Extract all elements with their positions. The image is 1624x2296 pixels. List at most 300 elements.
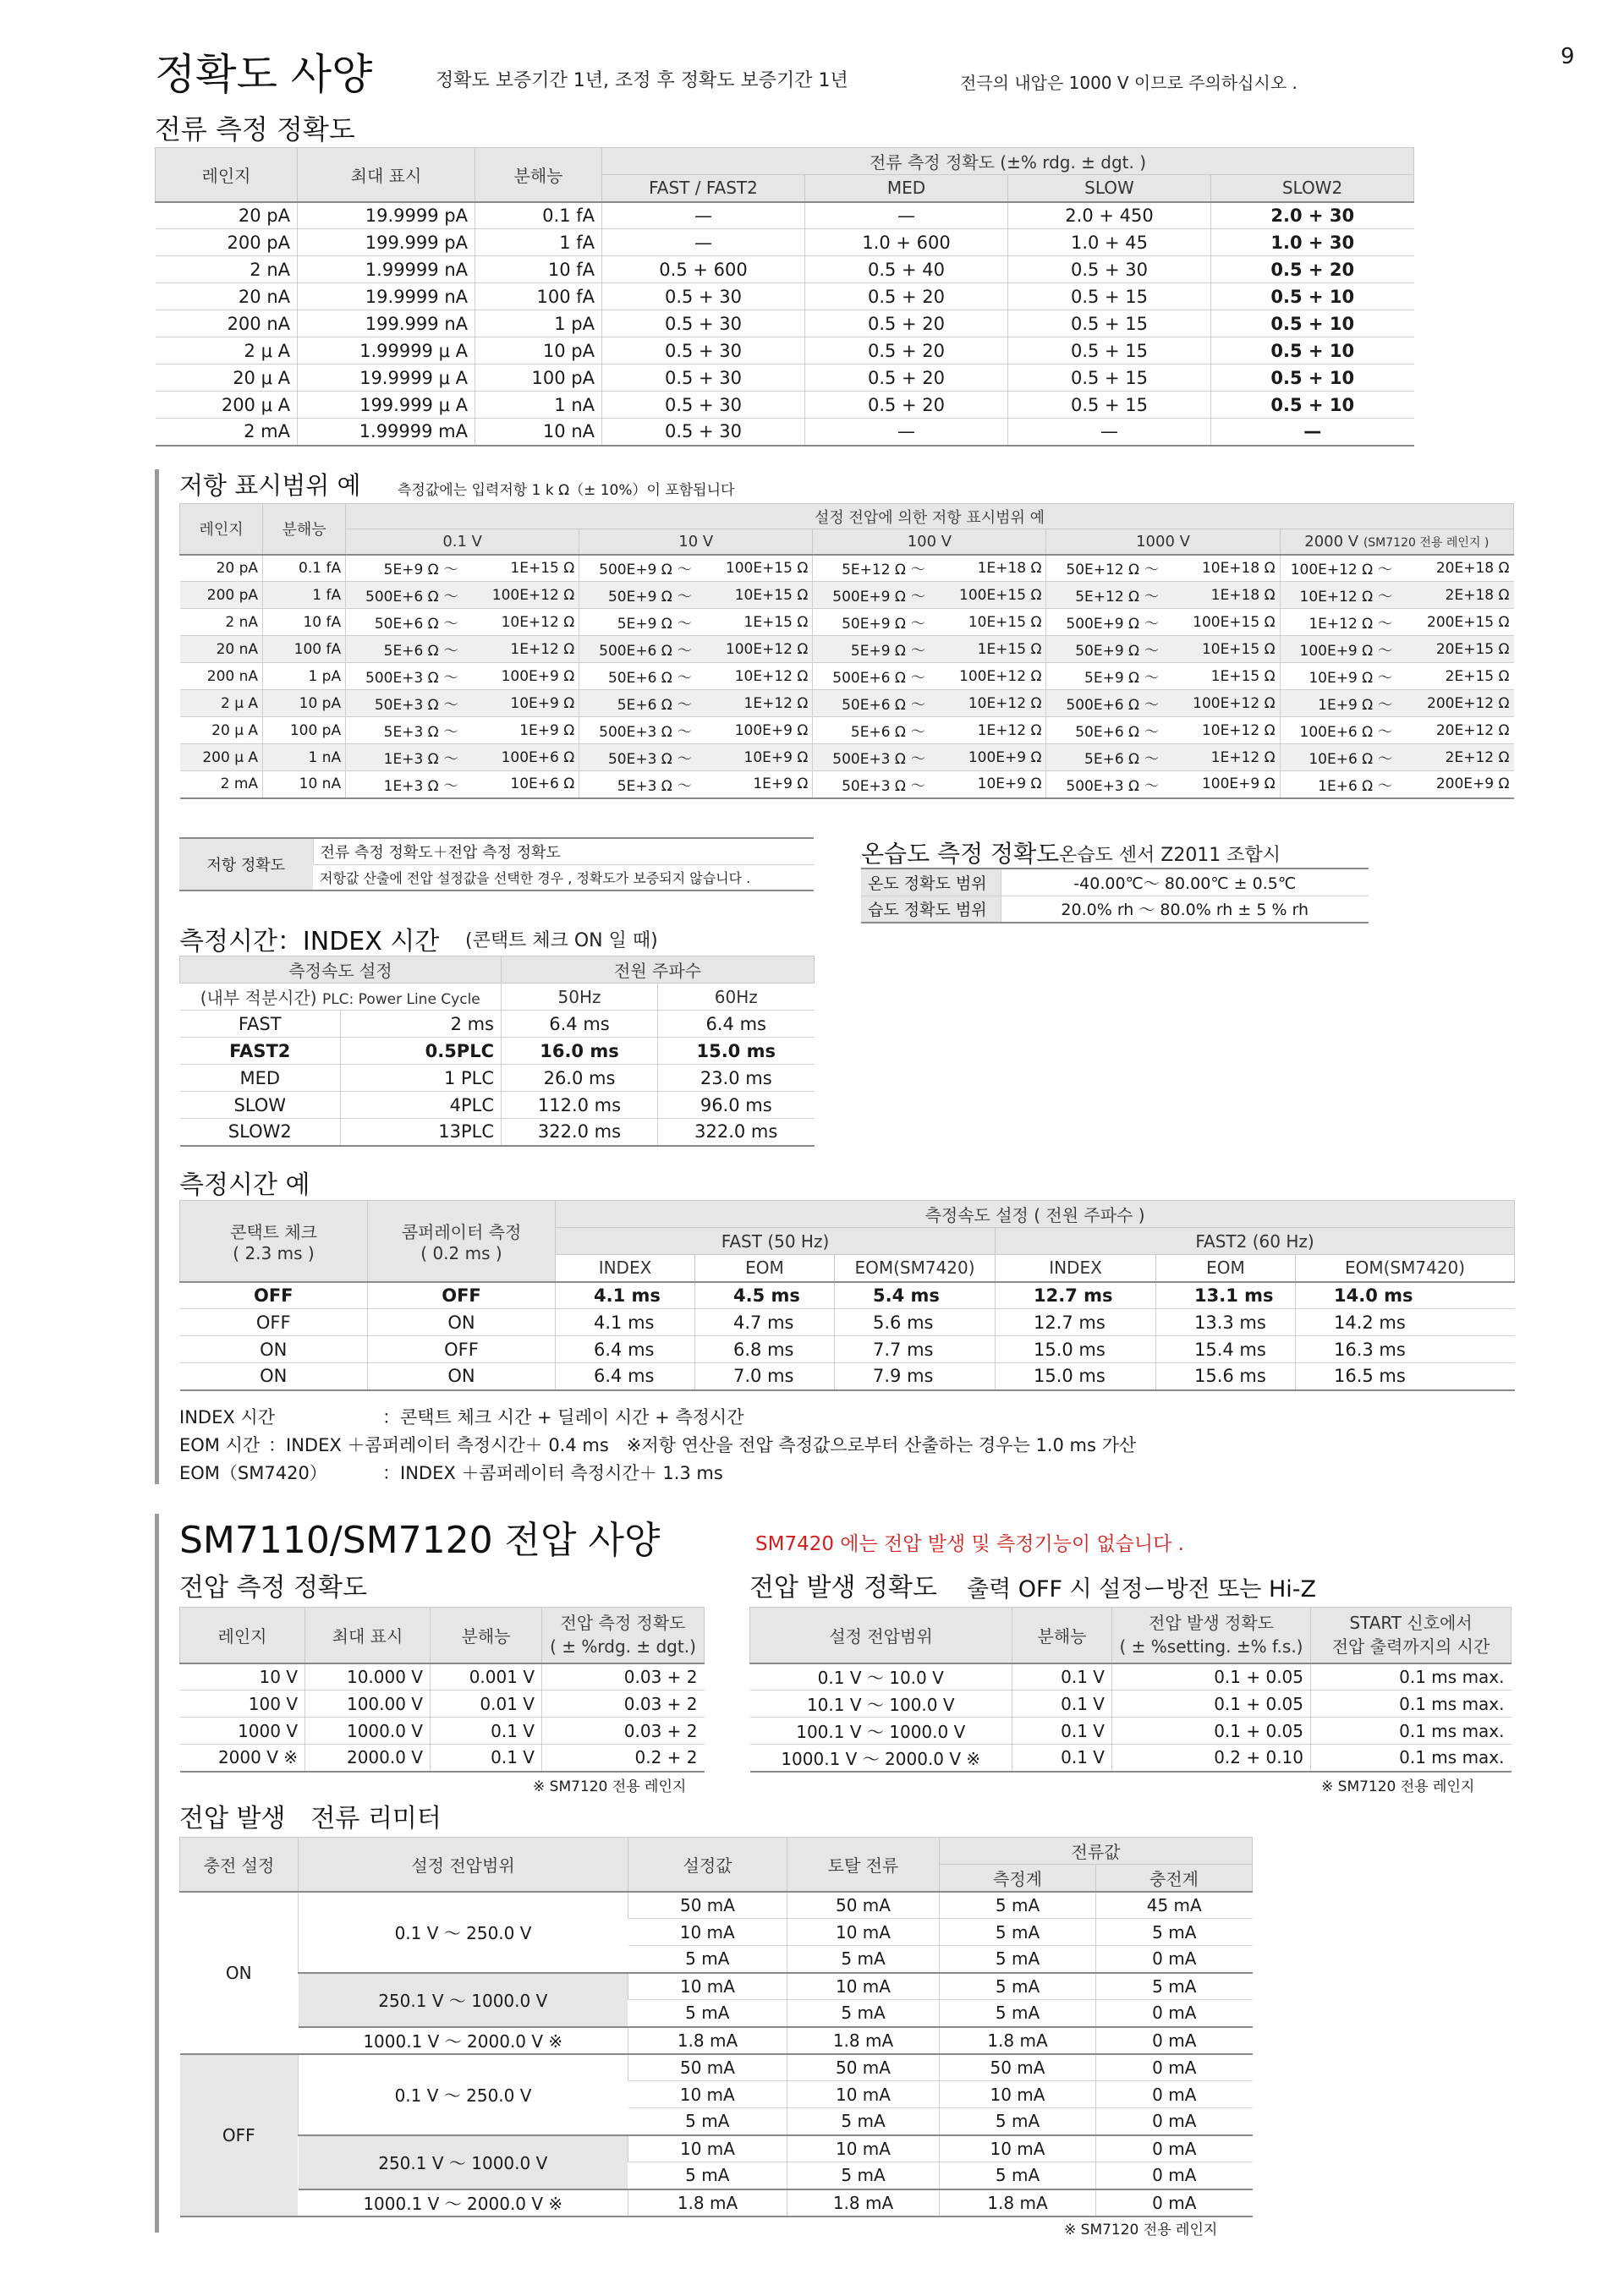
- header-resolution: 분해능: [431, 1608, 542, 1663]
- range-low: 5E+3 Ω: [383, 724, 439, 741]
- range-low: 50E+9 Ω: [1075, 643, 1140, 660]
- time-note: [179, 1460, 1136, 1488]
- table-cell: 1.0 + 45: [1008, 229, 1211, 256]
- table-cell: 20.0% rh ～ 80.0% rh ± 5 % rh: [1001, 896, 1369, 923]
- table-cell: 0 mA: [1096, 1946, 1253, 1973]
- table-row: [156, 229, 1414, 256]
- table-cell: 322.0 ms: [502, 1119, 658, 1146]
- table-cell: 1E+15 Ω: [463, 555, 579, 582]
- header-slow: SLOW: [1008, 175, 1211, 202]
- table-cell: 200 pA: [180, 582, 263, 609]
- table-cell: 322.0 ms: [658, 1119, 815, 1146]
- table-cell: 0.5 + 20: [805, 283, 1008, 310]
- current-accuracy-title: 전류 측정 정확도: [155, 113, 355, 145]
- table-cell: 0.5 + 20: [1211, 256, 1414, 283]
- table-cell: 100 pA: [263, 717, 346, 744]
- header-100v: 100 V: [813, 529, 1046, 555]
- tilde: ～: [677, 777, 692, 795]
- table-cell: 1E+12 Ω: [930, 717, 1046, 744]
- header-fast2-60hz: FAST2 (60 Hz): [996, 1228, 1515, 1255]
- tilde: ～: [1378, 777, 1393, 795]
- tilde: ～: [910, 751, 925, 768]
- tilde: ～: [677, 751, 692, 768]
- range-low: 5E+6 Ω: [617, 697, 672, 714]
- tilde: ～: [1144, 670, 1160, 687]
- table-cell: [579, 663, 696, 690]
- table-cell: 5 mA: [940, 2000, 1096, 2027]
- range-low: 500E+6 Ω: [1066, 697, 1140, 714]
- header-speed-setting: 측정속도 설정: [180, 956, 502, 984]
- table-cell: [813, 744, 930, 771]
- table-cell: 13.3 ms: [1156, 1309, 1296, 1336]
- table-cell: ON: [368, 1309, 556, 1336]
- range-low: 500E+6 Ω: [365, 589, 439, 606]
- header-voltage-range: 설정 전압범위: [299, 1838, 628, 1892]
- table-cell: [346, 690, 463, 717]
- table-cell: 200 nA: [180, 663, 263, 690]
- table-cell: 0 mA: [1096, 2108, 1253, 2135]
- charge-setting: ON: [180, 1892, 299, 2054]
- range-low: 500E+9 Ω: [832, 589, 906, 606]
- table-cell: 20E+15 Ω: [1396, 636, 1513, 663]
- voltage-range: 250.1 V ～ 1000.0 V: [299, 1973, 628, 2027]
- table-cell: 0.1 + 0.05: [1112, 1663, 1311, 1690]
- table-cell: 0.03 + 2: [542, 1718, 705, 1745]
- tilde: ～: [910, 724, 925, 741]
- table-cell: 0.5 + 15: [1008, 392, 1211, 419]
- range-low: 100E+12 Ω: [1290, 562, 1374, 579]
- table-cell: 5 mA: [787, 2000, 940, 2027]
- table-cell: 100E+12 Ω: [1163, 690, 1280, 717]
- table-cell: 4.1 ms: [556, 1282, 695, 1309]
- range-low: 10E+6 Ω: [1309, 751, 1374, 768]
- range-low: 10E+9 Ω: [1309, 670, 1374, 687]
- table-cell: 10E+18 Ω: [1163, 555, 1280, 582]
- table-cell: 15.4 ms: [1156, 1336, 1296, 1363]
- table-cell: [1280, 744, 1396, 771]
- voltage-range: 1000.1 V ～ 2000.0 V ※: [299, 2189, 628, 2217]
- table-cell: 10E+12 Ω: [696, 663, 813, 690]
- table-cell: 200E+9 Ω: [1396, 771, 1513, 798]
- section-bar-2: [155, 1514, 159, 2233]
- header-current-value: 전류값: [940, 1838, 1253, 1865]
- table-cell: 14.0 ms: [1296, 1282, 1515, 1309]
- table-row: [861, 869, 1369, 896]
- table-cell: 199.999 nA: [298, 310, 475, 337]
- table-row: [180, 609, 1514, 636]
- table-cell: 10E+9 Ω: [930, 771, 1046, 798]
- header-power-frequency: 전원 주파수: [502, 956, 815, 984]
- table-cell: SLOW2: [180, 1119, 341, 1146]
- table-cell: 0.03 + 2: [542, 1690, 705, 1718]
- table-cell: —: [805, 202, 1008, 229]
- table-cell: 6.4 ms: [502, 1011, 658, 1038]
- voltage-range: 1000.1 V ～ 2000.0 V ※: [299, 2027, 628, 2054]
- range-low: 5E+6 Ω: [1084, 751, 1140, 768]
- table-cell: 10 nA: [263, 771, 346, 798]
- charge-setting: OFF: [180, 2054, 299, 2217]
- table-cell: 0.03 + 2: [542, 1663, 705, 1690]
- table-cell: 100.1 V ～ 1000.0 V: [750, 1718, 1012, 1745]
- table-row: [180, 2054, 1253, 2081]
- table-cell: 0.1 V: [1012, 1745, 1112, 1772]
- voltage-accuracy-table: [179, 1607, 705, 1773]
- table-cell: [1280, 690, 1396, 717]
- table-cell: 0.5 + 15: [1008, 364, 1211, 392]
- table-cell: 0.5 + 15: [1008, 283, 1211, 310]
- table-cell: 1 nA: [263, 744, 346, 771]
- table-cell: [346, 771, 463, 798]
- page-subtitle: 정확도 보증기간 1년, 조정 후 정확도 보증기간 1년: [436, 70, 848, 91]
- tilde: ～: [443, 697, 458, 714]
- table-cell: 0 mA: [1096, 2081, 1253, 2108]
- table-cell: 1000 V: [180, 1718, 305, 1745]
- table-cell: 200 pA: [156, 229, 298, 256]
- header-speed-setting: 측정속도 설정 ( 전원 주파수 ): [556, 1201, 1515, 1228]
- table-cell: [579, 744, 696, 771]
- resistance-range-title: 저항 표시범위 예: [179, 471, 361, 500]
- table-row: [180, 636, 1514, 663]
- table-cell: 1.99999 nA: [298, 256, 475, 283]
- table-cell: 0.1 ms max.: [1311, 1663, 1512, 1690]
- table-cell: 10E+9 Ω: [696, 744, 813, 771]
- table-cell: 1.8 mA: [787, 2189, 940, 2217]
- table-cell: 199.999 μ A: [298, 392, 475, 419]
- table-cell: —: [602, 202, 805, 229]
- table-cell: 10 pA: [263, 690, 346, 717]
- table-cell: 7.9 ms: [835, 1363, 996, 1390]
- table-cell: 1.8 mA: [787, 2027, 940, 2054]
- tilde: ～: [910, 643, 925, 660]
- table-cell: 0.5 + 20: [805, 337, 1008, 364]
- header-index-2: INDEX: [996, 1255, 1156, 1282]
- table-cell: 50 mA: [940, 2054, 1096, 2081]
- table-cell: 1 nA: [475, 392, 602, 419]
- header-range: 레인지: [180, 1608, 305, 1663]
- tilde: ～: [677, 670, 692, 687]
- table-cell: 19.9999 nA: [298, 283, 475, 310]
- table-cell: 13PLC: [341, 1119, 502, 1146]
- table-row: [180, 1336, 1515, 1363]
- voltage-range: 250.1 V ～ 1000.0 V: [299, 2135, 628, 2189]
- tilde: ～: [443, 777, 458, 795]
- table-cell: 10 V: [180, 1663, 305, 1690]
- table-cell: 5 mA: [940, 1919, 1096, 1946]
- table-cell: 온도 정확도 범위: [861, 869, 1001, 896]
- table-cell: 2E+18 Ω: [1396, 582, 1513, 609]
- table-cell: 10E+6 Ω: [463, 771, 579, 798]
- table-cell: [813, 663, 930, 690]
- tilde: ～: [1378, 670, 1393, 687]
- header-voltage-accuracy: 전압 측정 정확도 ( ± %rdg. ± dgt.): [542, 1608, 705, 1663]
- time-example-notes: [179, 1404, 1136, 1488]
- table-row: [156, 392, 1414, 419]
- table-cell: 10E+12 Ω: [463, 609, 579, 636]
- table-cell: 0.5 + 30: [602, 337, 805, 364]
- tilde: ～: [1144, 589, 1160, 606]
- table-cell: 100E+6 Ω: [463, 744, 579, 771]
- table-cell: 5 mA: [940, 1973, 1096, 2000]
- range-low: 10E+12 Ω: [1299, 589, 1374, 606]
- note-term: INDEX 시간: [179, 1407, 275, 1427]
- table-row: [180, 1892, 1253, 1919]
- table-cell: [579, 690, 696, 717]
- table-cell: 0 mA: [1096, 2135, 1253, 2162]
- table-row: [180, 1119, 815, 1146]
- table-cell: 0.5 + 30: [602, 283, 805, 310]
- table-row: [180, 1065, 815, 1092]
- table-cell: FAST2: [180, 1038, 341, 1065]
- header-1000v: 1000 V: [1046, 529, 1280, 555]
- table-cell: 4.1 ms: [556, 1309, 695, 1336]
- table-cell: [579, 582, 696, 609]
- table-cell: 0.5 + 30: [602, 419, 805, 446]
- table-cell: 10.000 V: [305, 1663, 431, 1690]
- range-low: 50E+6 Ω: [842, 697, 906, 714]
- header-resolution: 분해능: [1012, 1608, 1112, 1663]
- resistance-range-note: 측정값에는 입력저항 1 k Ω（± 10%）이 포함됩니다: [398, 482, 735, 499]
- resistance-range-table: [179, 503, 1514, 799]
- range-low: 5E+12 Ω: [842, 562, 906, 579]
- table-cell: [346, 582, 463, 609]
- table-row: [180, 1973, 1253, 2000]
- header-integration-time: (내부 적분시간) PLC: Power Line Cycle: [180, 984, 502, 1011]
- table-cell: [346, 663, 463, 690]
- tilde: ～: [443, 670, 458, 687]
- table-cell: [579, 771, 696, 798]
- header-index: INDEX: [556, 1255, 695, 1282]
- table-row: [180, 1282, 1515, 1309]
- table-cell: OFF: [368, 1282, 556, 1309]
- header-resolution: 분해능: [263, 504, 346, 555]
- table-cell: 100 V: [180, 1690, 305, 1718]
- voltage-generation-footnote: ※ SM7120 전용 레인지: [1321, 1778, 1475, 1795]
- table-cell: 2 ms: [341, 1011, 502, 1038]
- header-10v: 10 V: [579, 529, 813, 555]
- table-cell: ON: [368, 1363, 556, 1390]
- header-max-display: 최대 표시: [298, 148, 475, 202]
- tilde: ～: [1144, 697, 1160, 714]
- table-cell: 1000.0 V: [305, 1718, 431, 1745]
- table-row: [750, 1718, 1512, 1745]
- voltage-generation-subtitle: 출력 OFF 시 설정ー방전 또는 Hi-Z: [967, 1576, 1317, 1603]
- range-low: 5E+9 Ω: [383, 562, 439, 579]
- table-cell: 200E+15 Ω: [1396, 609, 1513, 636]
- tilde: ～: [1378, 616, 1393, 633]
- table-cell: 20 μ A: [180, 717, 263, 744]
- table-cell: 5 mA: [940, 2162, 1096, 2189]
- tilde: ～: [1144, 724, 1160, 741]
- table-cell: 50 mA: [787, 1892, 940, 1919]
- table-cell: 10E+12 Ω: [930, 690, 1046, 717]
- table-cell: 15.0 ms: [996, 1336, 1156, 1363]
- table-cell: 100E+12 Ω: [696, 636, 813, 663]
- range-low: 50E+12 Ω: [1066, 562, 1140, 579]
- table-cell: MED: [180, 1065, 341, 1092]
- range-low: 50E+6 Ω: [374, 616, 439, 633]
- table-cell: 200 μ A: [156, 392, 298, 419]
- table-cell: 23.0 ms: [658, 1065, 815, 1092]
- table-cell: [579, 717, 696, 744]
- range-low: 500E+9 Ω: [1066, 616, 1140, 633]
- range-low: 500E+6 Ω: [599, 643, 672, 660]
- table-cell: 1E+9 Ω: [696, 771, 813, 798]
- table-cell: 5 mA: [1096, 1973, 1253, 2000]
- table-cell: [813, 717, 930, 744]
- table-cell: 10E+15 Ω: [696, 582, 813, 609]
- table-row: [156, 256, 1414, 283]
- table-cell: 10 mA: [940, 2135, 1096, 2162]
- range-low: 500E+6 Ω: [832, 670, 906, 687]
- current-limiter-footnote: ※ SM7120 전용 레인지: [1064, 2222, 1218, 2238]
- table-cell: 100E+9 Ω: [930, 744, 1046, 771]
- header-setting-value: 설정값: [628, 1838, 787, 1892]
- index-time-table: [179, 956, 815, 1147]
- table-cell: 0.5 + 20: [805, 310, 1008, 337]
- table-cell: 20 nA: [180, 636, 263, 663]
- header-fast-50hz: FAST (50 Hz): [556, 1228, 996, 1255]
- table-cell: 1E+12 Ω: [463, 636, 579, 663]
- table-cell: 200E+12 Ω: [1396, 690, 1513, 717]
- tilde: ～: [443, 751, 458, 768]
- table-row: [180, 690, 1514, 717]
- table-cell: 20 pA: [180, 555, 263, 582]
- table-cell: [579, 609, 696, 636]
- table-cell: 1 PLC: [341, 1065, 502, 1092]
- table-cell: 15.0 ms: [996, 1363, 1156, 1390]
- header-50hz: 50Hz: [502, 984, 658, 1011]
- table-cell: 0.1 fA: [263, 555, 346, 582]
- table-row: [750, 1690, 1512, 1718]
- note-definition: ：INDEX ＋콤퍼레이터 측정시간＋ 0.4 ms ※저항 연산을 전압 측정값으로부터 산출하는 경우는 1.0 ms 가산: [268, 1435, 1137, 1455]
- table-cell: 7.0 ms: [695, 1363, 835, 1390]
- table-row: [180, 1092, 815, 1119]
- table-cell: 0.1 ms max.: [1311, 1718, 1512, 1745]
- table-cell: [813, 609, 930, 636]
- tilde: ～: [1378, 697, 1393, 714]
- tilde: ～: [910, 697, 925, 714]
- tilde: ～: [677, 697, 692, 714]
- note-term: EOM（SM7420）: [179, 1463, 327, 1483]
- table-cell: [1046, 555, 1163, 582]
- table-cell: [1280, 609, 1396, 636]
- table-cell: 0.5 + 20: [805, 392, 1008, 419]
- table-cell: 10 mA: [628, 1973, 787, 2000]
- table-row: [180, 1038, 815, 1065]
- table-cell: 10 mA: [628, 2081, 787, 2108]
- tilde: ～: [677, 589, 692, 606]
- tilde: ～: [443, 589, 458, 606]
- voltage-range: 0.1 V ～ 250.0 V: [299, 2054, 628, 2135]
- table-row: [156, 202, 1414, 229]
- resistance-accuracy-table: [179, 837, 814, 891]
- table-cell: 0.1 V: [1012, 1690, 1112, 1718]
- table-cell: 1.8 mA: [940, 2027, 1096, 2054]
- table-cell: [579, 555, 696, 582]
- tilde: ～: [1378, 589, 1393, 606]
- table-cell: 1E+15 Ω: [930, 636, 1046, 663]
- voltage-spec-warning: SM7420 에는 전압 발생 및 측정기능이 없습니다 .: [755, 1533, 1184, 1555]
- range-low: 5E+9 Ω: [1084, 670, 1140, 687]
- table-cell: 10 nA: [475, 419, 602, 446]
- table-cell: 112.0 ms: [502, 1092, 658, 1119]
- range-low: 500E+9 Ω: [599, 562, 672, 579]
- table-cell: 1.99999 μ A: [298, 337, 475, 364]
- header-max-display: 최대 표시: [305, 1608, 431, 1663]
- table-cell: 10 mA: [787, 2081, 940, 2108]
- time-example-title: 측정시간 예: [179, 1170, 310, 1200]
- header-resolution: 분해능: [475, 148, 602, 202]
- table-cell: 100 fA: [263, 636, 346, 663]
- table-cell: 50 mA: [628, 1892, 787, 1919]
- table-cell: 5 mA: [628, 2162, 787, 2189]
- tilde: ～: [443, 724, 458, 741]
- table-cell: 10 mA: [628, 1919, 787, 1946]
- table-row: [750, 1745, 1512, 1772]
- table-cell: 0.1 ms max.: [1311, 1745, 1512, 1772]
- table-cell: OFF: [180, 1282, 368, 1309]
- table-cell: [1280, 717, 1396, 744]
- tilde: ～: [443, 643, 458, 660]
- table-cell: 2.0 + 450: [1008, 202, 1211, 229]
- table-cell: 100 pA: [475, 364, 602, 392]
- voltage-generation-title: 전압 발생 정확도: [749, 1573, 937, 1603]
- table-cell: 10.1 V ～ 100.0 V: [750, 1690, 1012, 1718]
- table-cell: 2 nA: [180, 609, 263, 636]
- table-cell: 0.2 + 2: [542, 1745, 705, 1772]
- temp-humidity-table: [861, 868, 1369, 923]
- header-med: MED: [805, 175, 1008, 202]
- table-cell: 0.5 + 30: [602, 392, 805, 419]
- table-cell: 2 nA: [156, 256, 298, 283]
- resistance-accuracy-label: 저항 정확도: [179, 838, 313, 890]
- tilde: ～: [1144, 643, 1160, 660]
- table-cell: —: [1211, 419, 1414, 446]
- table-cell: 0.5 + 600: [602, 256, 805, 283]
- tilde: ～: [910, 616, 925, 633]
- table-cell: 0.1 V ～ 10.0 V: [750, 1663, 1012, 1690]
- table-cell: 19.9999 μ A: [298, 364, 475, 392]
- table-cell: 0.5 + 10: [1211, 283, 1414, 310]
- header-charge-setting: 충전 설정: [180, 1838, 299, 1892]
- table-cell: 4.7 ms: [695, 1309, 835, 1336]
- table-cell: 습도 정확도 범위: [861, 896, 1001, 923]
- table-cell: [813, 690, 930, 717]
- table-cell: ON: [180, 1363, 368, 1390]
- note-definition: ：콘택트 체크 시간 + 딜레이 시간 + 측정시간: [382, 1407, 744, 1427]
- table-cell: 100E+9 Ω: [463, 663, 579, 690]
- table-cell: OFF: [368, 1336, 556, 1363]
- table-cell: 10E+15 Ω: [930, 609, 1046, 636]
- table-cell: [1046, 771, 1163, 798]
- table-cell: 1000.1 V ～ 2000.0 V ※: [750, 1745, 1012, 1772]
- range-low: 5E+6 Ω: [383, 643, 439, 660]
- table-cell: 5 mA: [787, 2108, 940, 2135]
- range-low: 500E+3 Ω: [832, 751, 906, 768]
- table-cell: [1280, 636, 1396, 663]
- table-cell: 5.6 ms: [835, 1309, 996, 1336]
- resistance-accuracy-line1: 전류 측정 정확도＋전압 측정 정확도: [313, 838, 814, 864]
- table-cell: 5 mA: [628, 1946, 787, 1973]
- table-cell: 100E+9 Ω: [696, 717, 813, 744]
- table-row: [180, 1011, 815, 1038]
- table-cell: 0.1 V: [431, 1718, 542, 1745]
- table-cell: 100E+15 Ω: [696, 555, 813, 582]
- table-cell: [1046, 636, 1163, 663]
- header-slow2: SLOW2: [1211, 175, 1414, 202]
- table-cell: [813, 555, 930, 582]
- table-cell: 15.0 ms: [658, 1038, 815, 1065]
